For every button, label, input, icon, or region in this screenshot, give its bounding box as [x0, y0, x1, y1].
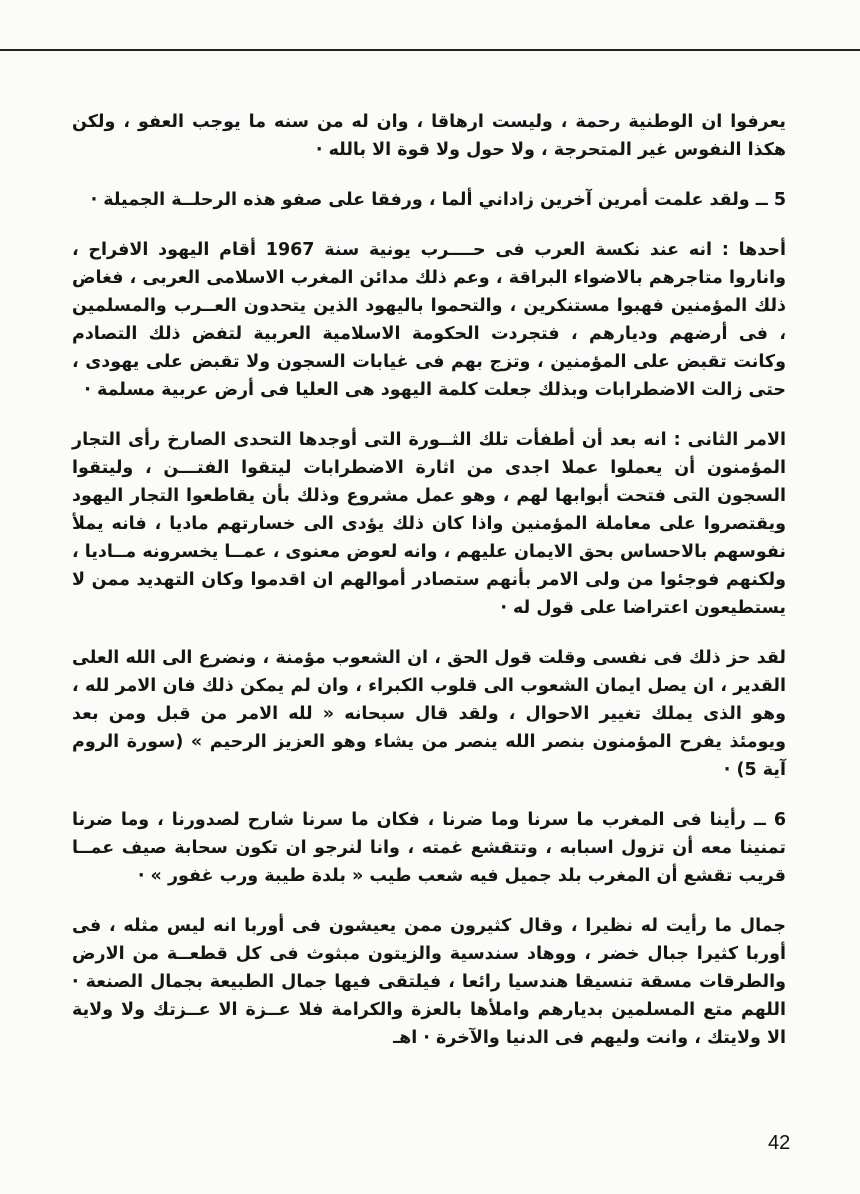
paragraph-4: الامر الثانى : انه بعد أن أطفأت تلك الثــورة التى أوجدها التحدى الصارخ رأى التجار المؤمنون أن يعملوا عملا اجدى من اثارة الاضطرابات ليتقوا الفتـــن ، وليتقوا السجون التى فتحت أبوابها لهم ، وهو عمل مشروع وذلك بأن يقاطعوا التجار اليهود ويقتصروا على معاملة المؤمنين واذا كان ذلك يؤدى الى خسارتهم ماديا ، فانه يملأ نفوسهم بالاحساس بحق الايمان عليهم ، وانه لعوض معنوى ، عمــا يخسرونه مــاديا ، ولكنهم فوجئوا من ولى الامر بأنهم ستصادر أموالهم ان اقدموا وكان التهديد ممن لا يستطيعون اعتراضا على قول له ·: [72, 430, 786, 618]
paragraph-3: أحدها : انه عند نكسة العرب فى حــــرب يونية سنة 1967 أقام اليهود الافراح ، واناروا متاجرهم بالاضواء البراقة ، وعم ذلك مدائن المغرب الاسلامى العربى ، فغاض ذلك المؤمنين فهبوا مستنكرين ، والتحموا باليهود الذين يتحدون العــرب والمسلمين ، فى أرضهم وديارهم ، فتجردت الحكومة الاسلامية العربية لتفض ذلك التصادم وكانت تقبض على المؤمنين ، وتزج بهم فى غيابات السجون ولا تقبض على يهودى ، حتى زالت الاضطرابات وبذلك جعلت كلمة اليهود هى العليا فى أرض عربية مسلمة ·: [72, 240, 787, 400]
paragraph-5: لقد حز ذلك فى نفسى وقلت قول الحق ، ان الشعوب مؤمنة ، ونضرع الى الله العلى القدير ، ان يصل ايمان الشعوب الى قلوب الكبراء ، وان لم يمكن ذلك فان الامر لله ، وهو الذى يملك تغيير الاحوال ، ولقد قال سبحانه « لله الامر من قبل ومن بعد ويومئذ يفرح المؤمنون بنصر الله ينصر من يشاء وهو العزيز الرحيم » (سورة الروم آية 5) ·: [72, 648, 786, 780]
paragraph-1: يعرفوا ان الوطنية رحمة ، وليست ارهاقا ، وان له من سنه ما يوجب العفو ، ولكن هكذا النفوس غير المتحرجة ، ولا حول ولا قوة الا بالله ·: [72, 112, 786, 160]
header-rule: [0, 49, 860, 51]
paragraph-6: 6 ــ رأينا فى المغرب ما سرنا وما ضرنا ، فكان ما سرنا شارح لصدورنا ، وما ضرنا تمنينا معه أن تزول اسبابه ، وتتقشع غمته ، وانا لنرجو ان تكون سحابة صيف عمــا قريب تقشع أن المغرب بلد جميل فيه شعب طيب « بلدة طيبة ورب غفور » ·: [72, 810, 786, 886]
page-body: [72, 108, 786, 1052]
page-number: 42: [768, 1132, 791, 1154]
paragraph-2: 5 ــ ولقد علمت أمرين آخرين زاداني ألما ، ورفقا على صفو هذه الرحلــة الجميلة ·: [90, 190, 786, 210]
paragraph-7: جمال ما رأيت له نظيرا ، وقال كثيرون ممن يعيشون فى أوربا انه ليس مثله ، فى أوربا كثيرا جبال خضر ، ووهاد سندسية والزيتون مبثوث فى كل قطعــة من الارض والطرقات مسقة تنسيقا هندسيا رائعا ، فيلتقى فيها جمال الطبيعة بجمال الصنعة · اللهم متع المسلمين بديارهم واملأها بالعزة والكرامة فلا عــزة الا عــزتك ولا ولاية الا ولايتك ، وانت وليهم فى الدنيا والآخرة · اهـ: [72, 916, 786, 1048]
